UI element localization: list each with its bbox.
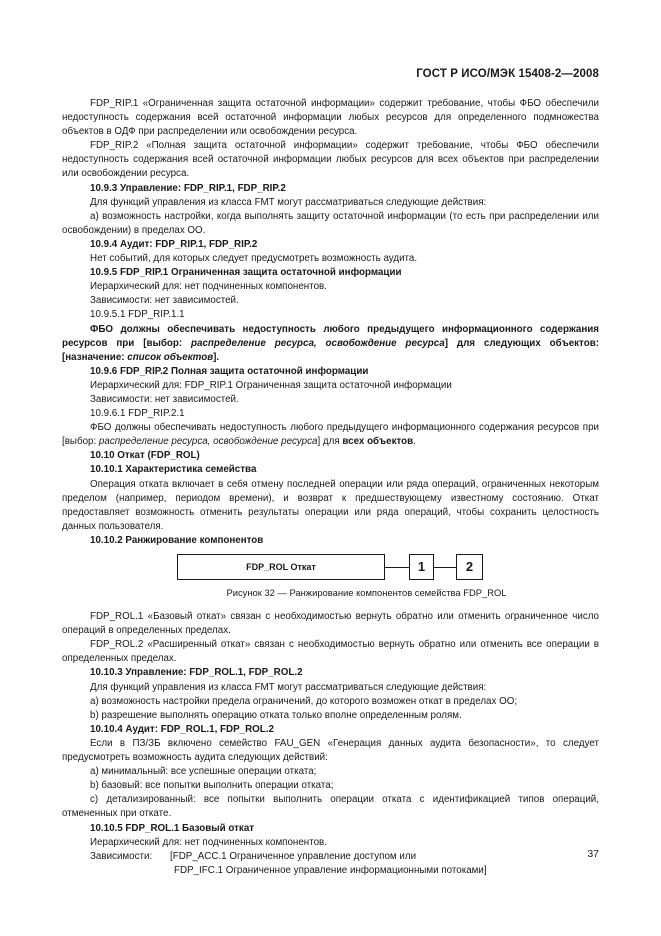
section-heading: 10.10.4 Аудит: FDP_ROL.1, FDP_ROL.2 (90, 723, 274, 735)
paragraph: Если в ПЗ/ЗБ включено семейство FAU_GEN «Генерация данных аудита безопасности», то следует предусмотреть возможность аудита следующих действий: (62, 737, 599, 764)
page-number: 37 (587, 848, 599, 860)
list-item: а) минимальный: все успешные операции отката; (90, 766, 317, 778)
document-body (62, 97, 599, 878)
section-heading: 10.9.3 Управление: FDP_RIP.1, FDP_RIP.2 (90, 182, 286, 194)
paragraph: Нет событий, для которых следует предусмотреть возможность аудита. (90, 253, 418, 265)
dependencies-line: Зависимости: нет зависимостей. (90, 393, 239, 405)
section-heading: 10.10.5 FDP_ROL.1 Базовый откат (90, 822, 255, 834)
section-heading: 10.10 Откат (FDP_ROL) (90, 450, 200, 462)
family-box: FDP_ROL Откат (177, 554, 385, 580)
paragraph: FDP_RIP.2 «Полная защита остаточной информации» содержит требование, чтобы ФБО обеспечили недоступность содержания всей остаточной информации любых ресурсов для всех объектов при распределении или освобождении ресурса. (62, 140, 599, 180)
dependency-item: FDP_IFC.1 Ограниченное управление информационными потоками] (174, 864, 487, 876)
dependencies-line: Зависимости: нет зависимостей. (90, 295, 239, 307)
component-box-1: 1 (409, 554, 434, 580)
figure-caption: Рисунок 32 — Ранжирование компонентов семейства FDP_ROL (226, 587, 507, 598)
element-id: 10.9.6.1 FDP_RIP.2.1 (90, 408, 185, 420)
paragraph: Операция отката включает в себя отмену последней операции или ряда операций, ограниченных некоторым пределом (например, периодом времени), и возврат к предшествующему известному состоянию. Откат предоставляет возможность отменить результаты операции или ряда операций, чтобы сохранить целостность данных пользователя. (62, 478, 599, 532)
list-item: b) базовый: все попытки выполнить операции отката; (90, 780, 334, 792)
component-levelling-diagram (62, 554, 599, 584)
list-item: с) детализированный: все попытки выполнить операции отката с идентификацией типов операций, отмененных при откате. (62, 794, 599, 820)
section-heading: 10.10.2 Ранжирование компонентов (90, 534, 264, 546)
requirement-text: ФБО должны обеспечивать недоступность любого предыдущего информационного содержания ресурсов при [выбор: распределение ресурса, освобождение ресурса] для следующих объектов: [назначение: список объектов]. (62, 323, 599, 363)
hierarchy-line: Иерархический для: FDP_RIP.1 Ограниченная защита остаточной информации (90, 379, 452, 391)
paragraph: Для функций управления из класса FMT могут рассматриваться следующие действия: (90, 196, 487, 208)
list-item: а) возможность настройки, когда выполнять защиту остаточной информации (то есть при распределении или освобождении) в пределах ОО. (62, 210, 599, 236)
document-header: ГОСТ Р ИСО/МЭК 15408-2—2008 (416, 68, 599, 80)
element-id: 10.9.5.1 FDP_RIP.1.1 (90, 309, 185, 321)
dependencies-values (170, 850, 599, 878)
component-box-2: 2 (456, 554, 483, 580)
paragraph: FDP_ROL.2 «Расширенный откат» связан с необходимостью вернуть обратно или отменить все операции в определенных пределах. (62, 639, 599, 665)
section-heading: 10.10.1 Характеристика семейства (90, 464, 257, 476)
section-heading: 10.9.5 FDP_RIP.1 Ограниченная защита остаточной информации (90, 267, 402, 279)
paragraph: Для функций управления из класса FMT могут рассматриваться следующие действия: (90, 681, 487, 693)
section-heading: 10.9.6 FDP_RIP.2 Полная защита остаточной информации (90, 365, 369, 377)
dependencies-block (62, 850, 599, 878)
requirement-text: ФБО должны обеспечивать недоступность любого предыдущего информационного содержания ресурсов при [выбор: распределение ресурса, освобождение ресурса] для всех объектов. (62, 422, 599, 448)
connector-line (385, 567, 409, 568)
hierarchy-line: Иерархический для: нет подчиненных компонентов. (90, 836, 327, 848)
list-item: b) разрешение выполнять операцию отката только вполне определенным ролям. (90, 709, 462, 721)
dependencies-label: Зависимости: (90, 850, 153, 862)
dependency-item: [FDP_ACC.1 Ограниченное управление доступом или (170, 850, 417, 862)
hierarchy-line: Иерархический для: нет подчиненных компонентов. (90, 281, 327, 293)
list-item: а) возможность настройки предела ограничений, до которого возможен откат в пределах ОО; (90, 695, 518, 707)
paragraph: FDP_ROL.1 «Базовый откат» связан с необходимостью вернуть обратно или отменить ограниченное число операций в определенных пределах. (62, 611, 599, 637)
connector-line (434, 567, 456, 568)
section-heading: 10.10.3 Управление: FDP_ROL.1, FDP_ROL.2 (90, 667, 303, 679)
section-heading: 10.9.4 Аудит: FDP_RIP.1, FDP_RIP.2 (90, 238, 258, 250)
paragraph: FDP_RIP.1 «Ограниченная защита остаточной информации» содержит требование, чтобы ФБО обеспечили недоступность содержания всей остаточной информации любых ресурсов для определенного подмножества объектов в ОДФ при распределении или освобождении ресурса. (62, 98, 599, 138)
